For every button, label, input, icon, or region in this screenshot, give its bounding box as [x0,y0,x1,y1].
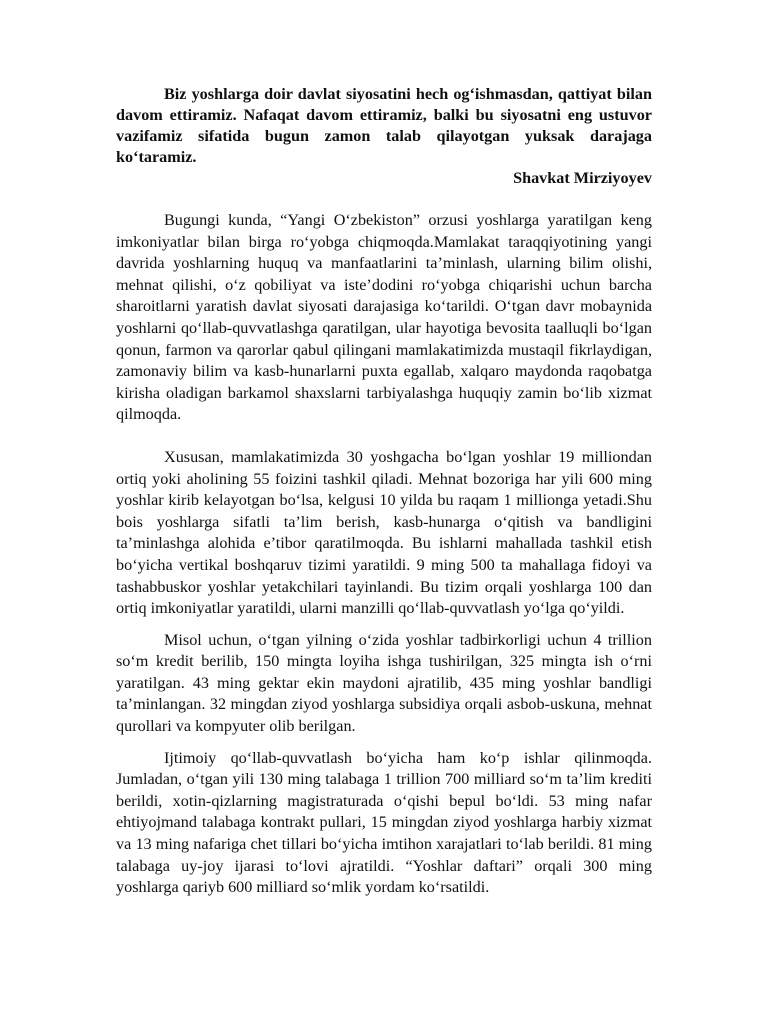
paragraph-4: Ijtimoiy qo‘llab-quvvatlash bo‘yicha ham ko‘p ishlar qilinmoqda. Jumladan, o‘tgan yili 130 ming talabaga 1 trillion 700 milliard so‘m ta’lim krediti berildi, xotin-qizlarning magistraturada o‘qishi bepul bo‘ldi. 53 ming nafar ehtiyojmand talabaga kontrakt pullari, 15 mingdan ziyod yoshlarga harbiy xizmat va 13 ming nafariga chet tillari bo‘yicha imtihon xarajatlari to‘lab berildi. 81 ming talabaga uy-joy ijarasi to‘lovi ajratildi. “Yoshlar daftari” orqali 300 ming yoshlarga qariyb 600 milliard so‘mlik yordam ko‘rsatildi. [116,748,652,897]
document-page [116,84,652,899]
paragraph-2: Xususan, mamlakatimizda 30 yoshgacha bo‘lgan yoshlar 19 milliondan ortiq yoki aholining 55 foizini tashkil qiladi. Mehnat bozoriga har yili 600 ming yoshlar kirib kelayotgan bo‘lsa, kelgusi 10 yilda bu raqam 1 millionga yetadi.Shu bois yoshlarga sifatli ta’lim berish, kasb-hunarga o‘qitish va bandligini ta’minlashga alohida e’tibor qaratilmoqda. Bu ishlarni mahallada tashkil etish bo‘yicha vertikal boshqaruv tizimi yaratildi. 9 ming 500 ta mahallaga fidoyi va tashabbuskor yoshlar yetakchilari tayinlandi. Bu tizim orqali yoshlarga 100 dan ortiq imkoniyatlar yaratildi, ularni manzilli qo‘llab-quvvatlash yo‘lga qo‘yildi. [116,447,652,618]
epigraph-author: Shavkat Mirziyoyev [513,169,652,187]
epigraph-quote: Biz yoshlarga doir davlat siyosatini hech og‘ishmasdan, qattiyat bilan davom ettiramiz. Nafaqat davom ettiramiz, balki bu siyosatni eng ustuvor vazifamiz sifatida bugun zamon talab qilayotgan yuksak darajaga ko‘taramiz. [116,85,652,166]
paragraph-1: Bugungi kunda, “Yangi O‘zbekiston” orzusi yoshlarga yaratilgan keng imkoniyatlar bilan birga ro‘yobga chiqmoqda.Mamlakat taraqqiyotining yangi davrida yoshlarning huquq va manfaatlarini ta’minlash, ularning bilim olishi, mehnat qilishi, o‘z qobiliyat va iste’dodini ro‘yobga chiqarishi uchun barcha sharoitlarni yaratish davlat siyosati darajasiga ko‘tarildi. O‘tgan davr mobaynida yoshlarni qo‘llab-quvvatlashga qaratilgan, ular hayotiga bevosita taalluqli bo‘lgan qonun, farmon va qarorlar qabul qilingani mamlakatimizda mustaqil fikrlaydigan, zamonaviy bilim va kasb-hunarlarni puxta egallab, xalqaro maydonda raqobatga kirisha oladigan barkamol shaxslarni tarbiyalashga huquqiy zamin bo‘lib xizmat qilmoqda. [116,211,652,424]
paragraph-3: Misol uchun, o‘tgan yilning o‘zida yoshlar tadbirkorligi uchun 4 trillion so‘m kredit berilib, 150 mingta loyiha ishga tushirilgan, 325 mingta ish o‘rni yaratilgan. 43 ming gektar ekin maydoni ajratilib, 435 ming yoshlar bandligi ta’minlangan. 32 mingdan ziyod yoshlarga subsidiya orqali asbob-uskuna, mehnat qurollari va kompyuter olib berilgan. [116,630,652,736]
